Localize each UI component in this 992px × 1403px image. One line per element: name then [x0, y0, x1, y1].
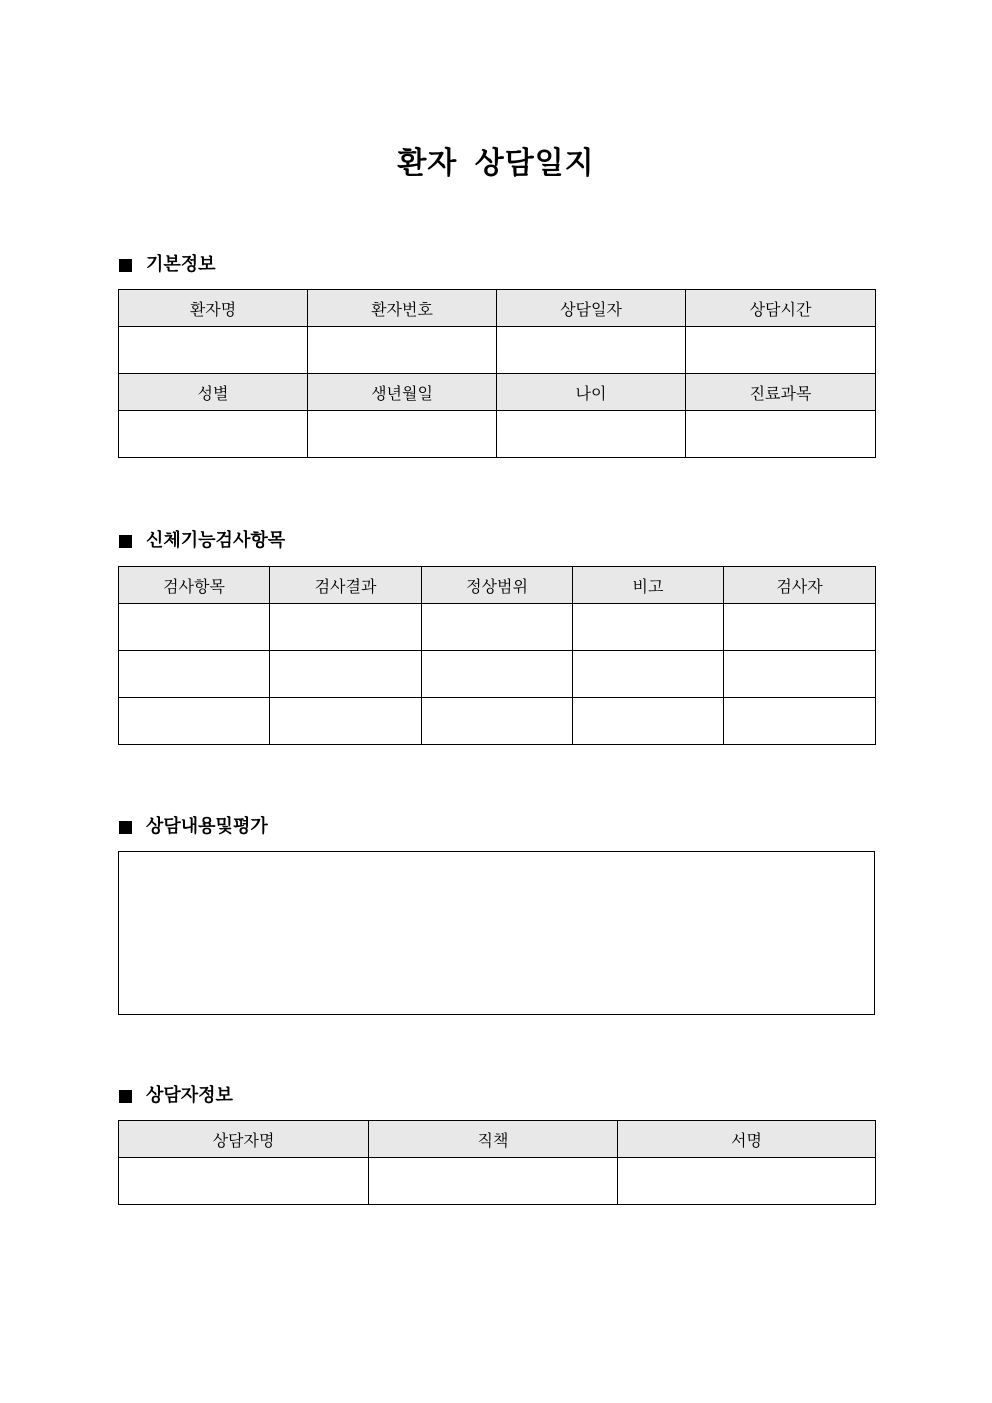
- exam-item-field[interactable]: [119, 604, 270, 651]
- page-title: 환자 상담일지: [397, 146, 595, 181]
- basic-info-table: [118, 289, 876, 458]
- header-consult-date: 상담일자: [497, 290, 686, 327]
- counselor-name-field[interactable]: [119, 1158, 369, 1205]
- table-header-row: [119, 1121, 876, 1158]
- department-field[interactable]: [686, 411, 876, 458]
- header-remarks: 비고: [573, 567, 724, 604]
- consult-content-textarea[interactable]: [118, 851, 875, 1015]
- remarks-field[interactable]: [573, 698, 724, 745]
- square-bullet-icon: [119, 535, 132, 548]
- header-patient-number: 환자번호: [308, 290, 497, 327]
- header-position: 직책: [369, 1121, 618, 1158]
- exam-item-field[interactable]: [119, 698, 270, 745]
- header-examiner: 검사자: [724, 567, 876, 604]
- header-birth-date: 생년월일: [308, 374, 497, 411]
- remarks-field[interactable]: [573, 604, 724, 651]
- table-row: [119, 604, 876, 651]
- header-consult-time: 상담시간: [686, 290, 876, 327]
- gender-field[interactable]: [119, 411, 308, 458]
- exam-result-field[interactable]: [270, 698, 422, 745]
- examiner-field[interactable]: [724, 698, 876, 745]
- header-counselor-name: 상담자명: [119, 1121, 369, 1158]
- table-row: [119, 1158, 876, 1205]
- counselor-info-table: [118, 1120, 876, 1205]
- table-row: [119, 698, 876, 745]
- exam-result-field[interactable]: [270, 604, 422, 651]
- examiner-field[interactable]: [724, 604, 876, 651]
- remarks-field[interactable]: [573, 651, 724, 698]
- section-heading-consult-content: [119, 815, 268, 839]
- header-department: 진료과목: [686, 374, 876, 411]
- patient-number-field[interactable]: [308, 327, 497, 374]
- header-signature: 서명: [618, 1121, 876, 1158]
- table-header-row: [119, 567, 876, 604]
- table-row: [119, 651, 876, 698]
- exam-result-field[interactable]: [270, 651, 422, 698]
- table-header-row: [119, 374, 876, 411]
- section-heading-label: 상담자정보: [146, 1085, 233, 1106]
- signature-field[interactable]: [618, 1158, 876, 1205]
- header-exam-item: 검사항목: [119, 567, 270, 604]
- consult-time-field[interactable]: [686, 327, 876, 374]
- header-patient-name: 환자명: [119, 290, 308, 327]
- normal-range-field[interactable]: [422, 604, 573, 651]
- table-row: [119, 411, 876, 458]
- header-normal-range: 정상범위: [422, 567, 573, 604]
- square-bullet-icon: [119, 821, 132, 834]
- patient-name-field[interactable]: [119, 327, 308, 374]
- header-exam-result: 검사결과: [270, 567, 422, 604]
- age-field[interactable]: [497, 411, 686, 458]
- section-heading-label: 기본정보: [146, 254, 216, 275]
- header-age: 나이: [497, 374, 686, 411]
- section-heading-counselor-info: [119, 1084, 233, 1108]
- square-bullet-icon: [119, 1090, 132, 1103]
- exam-items-table: [118, 566, 876, 745]
- birth-date-field[interactable]: [308, 411, 497, 458]
- section-heading-exam-items: [119, 529, 285, 553]
- table-header-row: [119, 290, 876, 327]
- examiner-field[interactable]: [724, 651, 876, 698]
- normal-range-field[interactable]: [422, 651, 573, 698]
- section-heading-basic-info: [119, 253, 216, 277]
- section-heading-label: 신체기능검사항목: [146, 530, 286, 551]
- table-row: [119, 327, 876, 374]
- header-gender: 성별: [119, 374, 308, 411]
- section-heading-label: 상담내용및평가: [146, 816, 268, 837]
- square-bullet-icon: [119, 259, 132, 272]
- consult-date-field[interactable]: [497, 327, 686, 374]
- exam-item-field[interactable]: [119, 651, 270, 698]
- normal-range-field[interactable]: [422, 698, 573, 745]
- position-field[interactable]: [369, 1158, 618, 1205]
